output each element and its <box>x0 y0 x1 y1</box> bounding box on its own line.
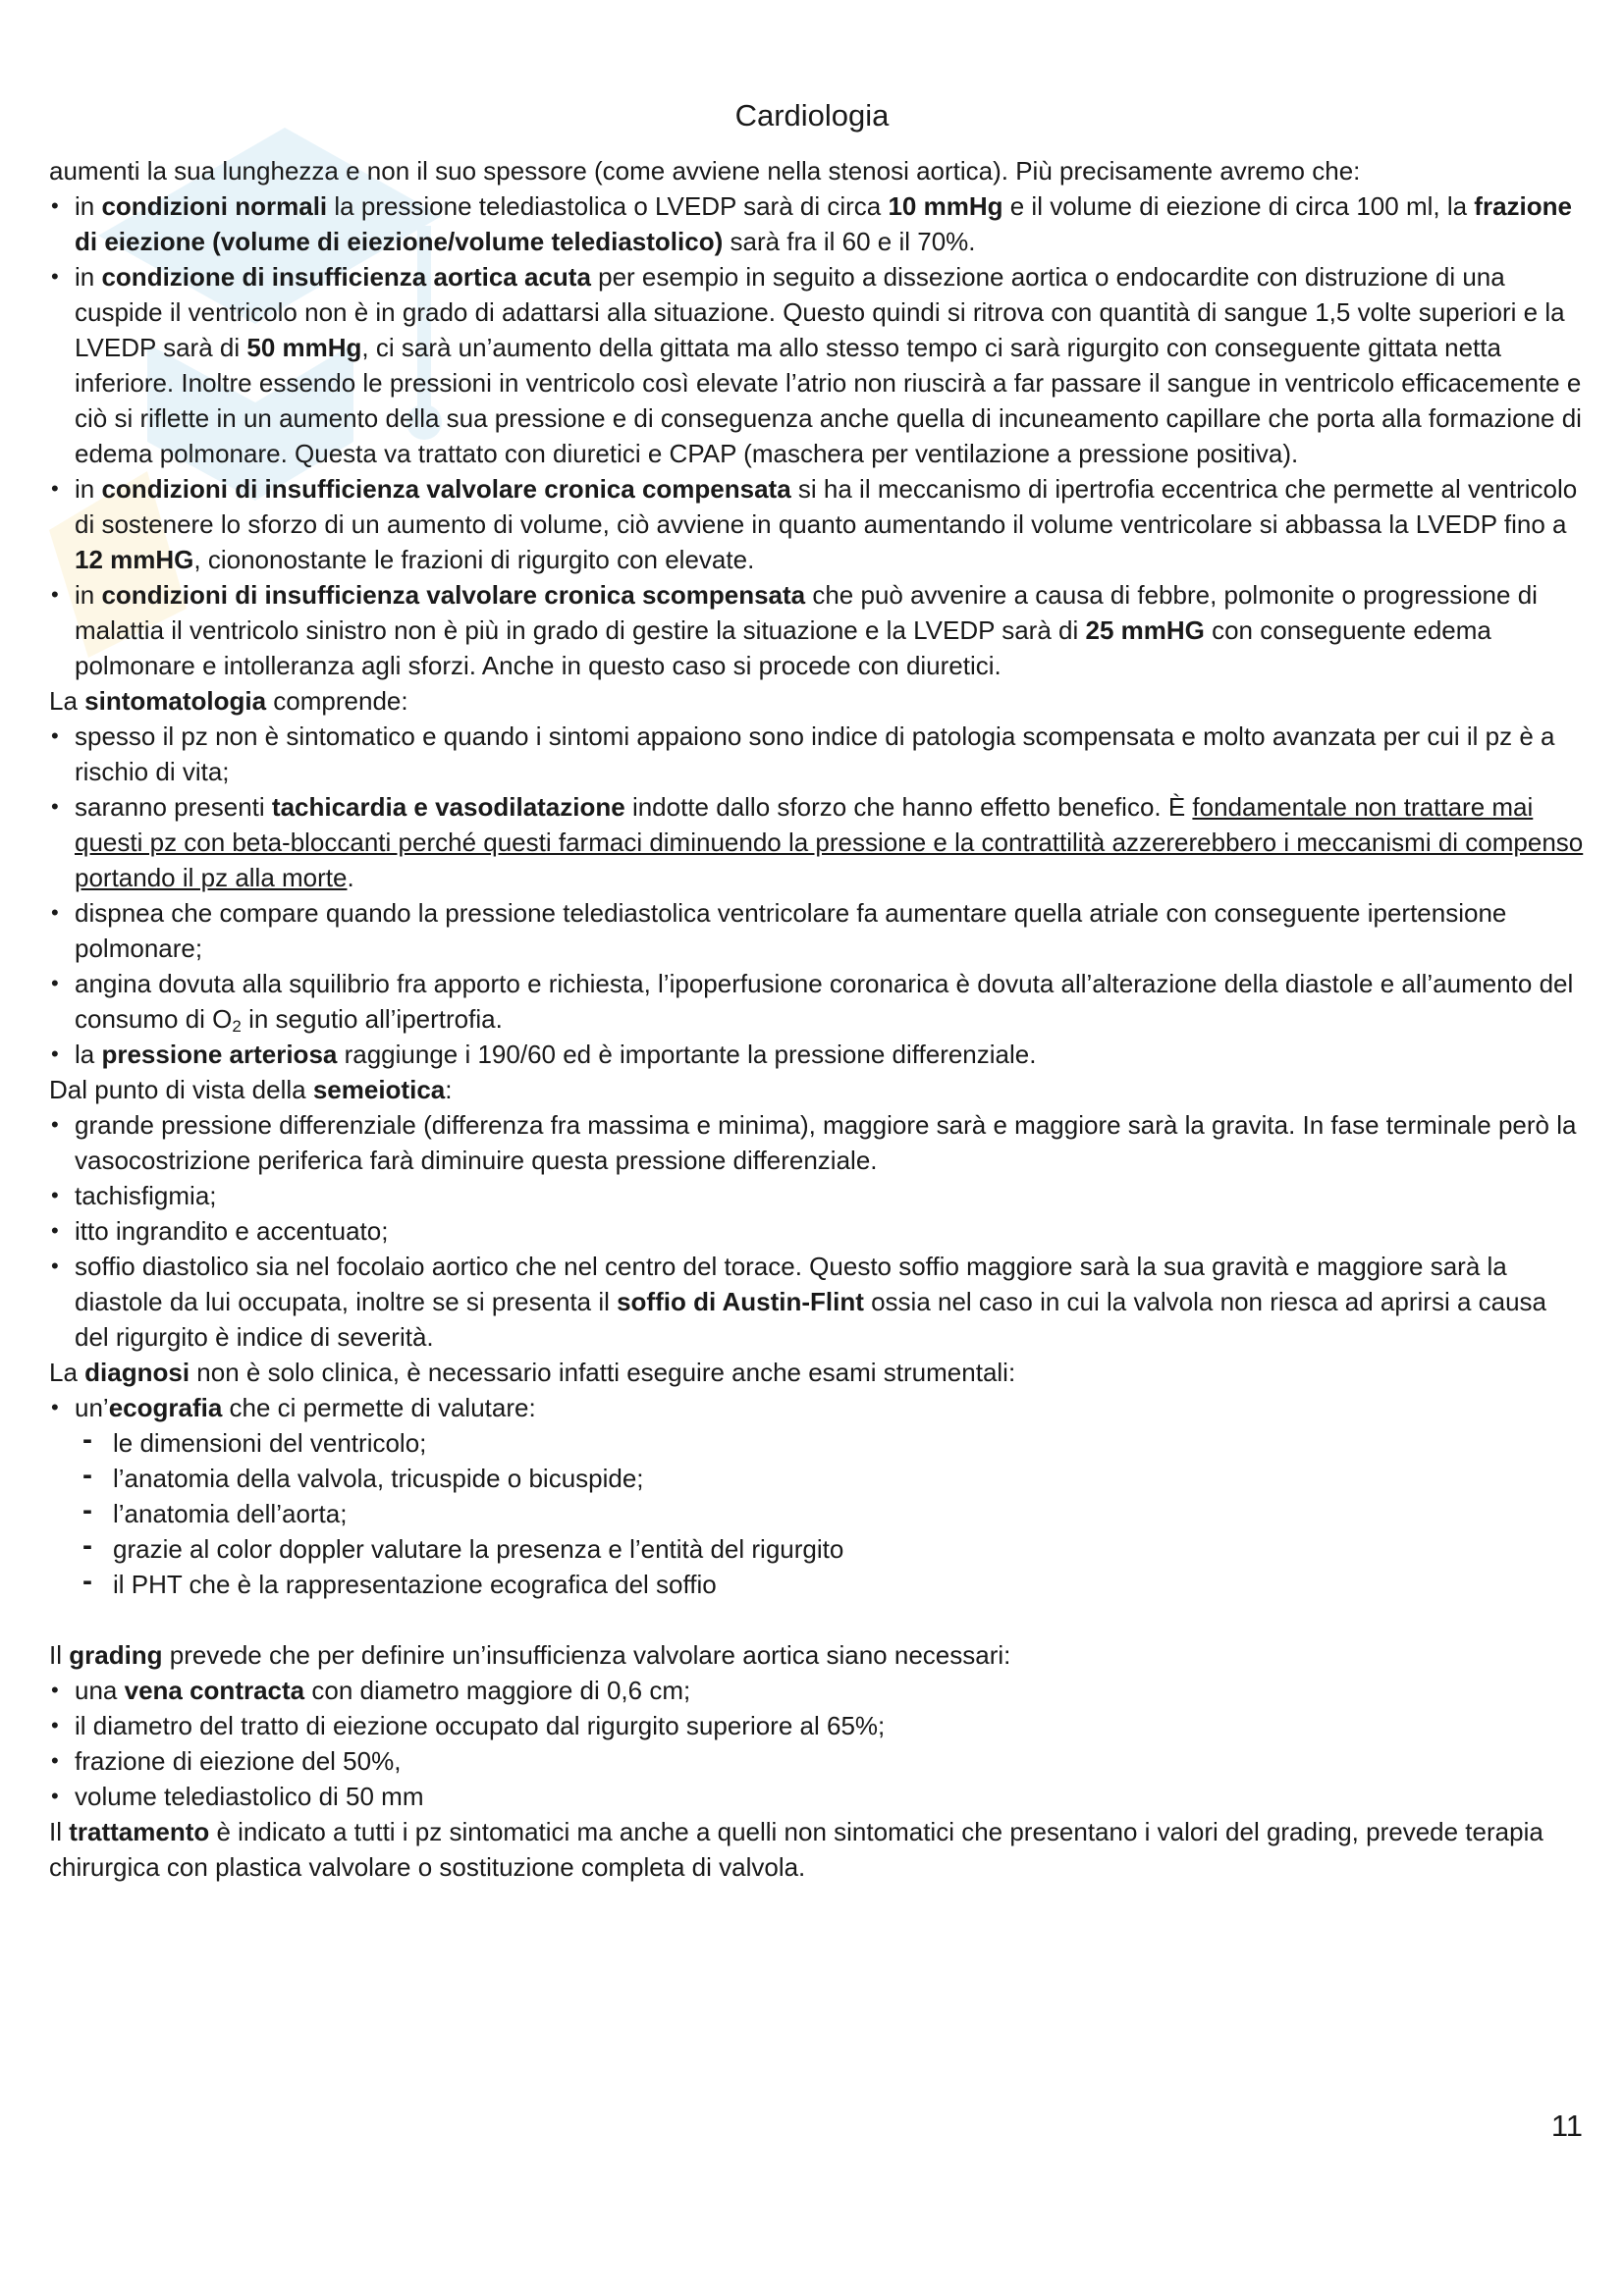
paragraph-intro <box>49 153 1587 188</box>
list-item-chronic-compensated <box>49 471 1587 577</box>
text-run: una <box>75 1676 125 1705</box>
text-run: : <box>445 1075 453 1104</box>
text-run: sarà fra il 60 e il 70%. <box>723 227 976 256</box>
bold-term: 25 mmHG <box>1085 615 1205 645</box>
text-run: Il <box>49 1817 70 1846</box>
text-run: volume telediastolico di 50 mm <box>75 1782 424 1811</box>
bold-term: condizione di insufficienza aortica acuta <box>101 262 591 292</box>
bold-term: tachicardia e vasodilatazione <box>271 792 625 822</box>
text-run: con conseguente edema polmonare e intolleranza agli sforzi. Anche in questo caso si procede con diuretici. <box>75 615 1491 680</box>
bold-term: 10 mmHg <box>888 191 1003 221</box>
bullet-marker: • <box>51 264 59 289</box>
text-run: comprende: <box>266 686 408 716</box>
dash-marker: - <box>82 1494 92 1526</box>
text-run: che ci permette di valutare: <box>222 1393 536 1422</box>
bold-term: soffio di Austin-Flint <box>617 1287 864 1316</box>
list-item-symptom <box>49 895 1587 966</box>
bullet-marker: • <box>51 723 59 748</box>
bold-term: frazione di eiezione (volume di eiezione/volume telediastolico) <box>75 191 1572 256</box>
bullet-marker: • <box>51 193 59 218</box>
bullet-marker: • <box>51 582 59 607</box>
text-run: dispnea che compare quando la pressione telediastolica ventricolare fa aumentare quella atriale con conseguente ipertensione polmonare; <box>75 898 1507 963</box>
bullet-marker: • <box>51 476 59 501</box>
bullet-marker: • <box>51 1713 59 1737</box>
list-item-normal-conditions <box>49 188 1587 259</box>
text-run: in <box>75 580 102 610</box>
paragraph-diagnosis <box>49 1355 1587 1390</box>
bold-term: semeiotica <box>312 1075 446 1104</box>
text-run: le dimensioni del ventricolo; <box>113 1428 427 1458</box>
dash-marker: - <box>82 1529 92 1562</box>
text-run: soffio diastolico sia nel focolaio aortico che nel centro del torace. Questo soffio maggiore sarà la sua gravità e maggiore sarà la diastole da lui occupata, inoltre se si presenta il <box>75 1252 1507 1316</box>
sub-list-item <box>49 1425 1587 1461</box>
text-run: angina dovuta alla squilibrio fra apporto e richiesta, l’ipoperfusione coronarica è dovuta all’alterazione della diastole e all’aumento del consumo di O <box>75 969 1574 1034</box>
text-run: Dal punto di vista della <box>49 1075 313 1104</box>
list-item-grading-criterion <box>49 1743 1587 1779</box>
document-body <box>49 153 1587 1885</box>
text-run: in <box>75 191 102 221</box>
bold-term: condizioni di insufficienza valvolare cronica compensata <box>101 474 791 504</box>
text-run: in segutio all’ipertrofia. <box>241 1004 503 1034</box>
text-run: grande pressione differenziale (differenza fra massima e minima), maggiore sarà e maggiore sarà la gravita. In fase terminale però la vasocostrizione periferica farà diminuire questa pressione differenziale. <box>75 1110 1577 1175</box>
text-run: aumenti la sua lunghezza e non il suo spessore (come avviene nella stenosi aortica). Più precisamente avremo che: <box>49 156 1361 186</box>
bullet-marker: • <box>51 1218 59 1243</box>
sub-list-item <box>49 1461 1587 1496</box>
page-number: 11 <box>1550 2109 1583 2143</box>
text-run: la pressione telediastolica o LVEDP sarà di circa <box>327 191 889 221</box>
text-run: in <box>75 262 102 292</box>
dash-marker: - <box>82 1565 92 1597</box>
list-item-diagnostic-exam <box>49 1390 1587 1425</box>
text-run: l’anatomia della valvola, tricuspide o bicuspide; <box>113 1464 644 1493</box>
text-run: si ha il meccanismo di ipertrofia eccentrica che permette al ventricolo di sostenere lo sforzo di un aumento di volume, ciò avviene in quanto aumentando il volume ventricolare si abbassa la LVEDP fino a <box>75 474 1578 539</box>
list-item-chronic-decompensated <box>49 577 1587 683</box>
dash-marker: - <box>82 1423 92 1456</box>
text-run: Il <box>49 1640 70 1670</box>
sub-list-item <box>49 1496 1587 1531</box>
text-run: spesso il pz non è sintomatico e quando i sintomi appaiono sono indice di patologia scompensata e molto avanzata per cui il pz è a rischio di vita; <box>75 721 1555 786</box>
text-run: raggiunge i 190/60 ed è importante la pressione differenziale. <box>337 1040 1037 1069</box>
bold-term: condizioni normali <box>101 191 328 221</box>
list-item-symptom <box>49 789 1587 895</box>
text-run: il diametro del tratto di eiezione occupato dal rigurgito superiore al 65%; <box>75 1711 886 1740</box>
text-run: la <box>75 1040 102 1069</box>
bold-term: grading <box>69 1640 163 1670</box>
page-header: Cardiologia <box>734 98 890 133</box>
bullet-marker: • <box>51 971 59 995</box>
list-item-symptom <box>49 719 1587 789</box>
bold-term: condizioni di insufficienza valvolare cronica scompensata <box>101 580 806 610</box>
bullet-marker: • <box>51 794 59 819</box>
bold-term: sintomatologia <box>84 686 267 716</box>
paragraph-grading <box>49 1637 1587 1673</box>
bullet-marker: • <box>51 1183 59 1207</box>
text-run: non è solo clinica, è necessario infatti eseguire anche esami strumentali: <box>189 1358 1016 1387</box>
sub-list-item <box>49 1567 1587 1602</box>
paragraph-symptoms <box>49 683 1587 719</box>
list-item-grading-criterion <box>49 1708 1587 1743</box>
text-run: prevede che per definire un’insufficienza valvolare aortica siano necessari: <box>162 1640 1011 1670</box>
dash-marker: - <box>82 1459 92 1491</box>
bold-term: trattamento <box>69 1817 210 1846</box>
text-run: , ci sarà un’aumento della gittata ma allo stesso tempo ci sarà rigurgito con conseguente gittata netta inferiore. Inoltre essendo le pressioni in ventricolo così elevate l’atrio non riuscirà a far passare il sangue in ventricolo efficacemente e ciò si riflette in un aumento della sua pressione e di conseguenza anche quella di incuneamento capillare che porta alla formazione di edema polmonare. Questa va trattato con diuretici e CPAP (maschera per ventilazione a pressione positiva). <box>75 333 1582 468</box>
text-run: saranno presenti <box>75 792 272 822</box>
text-run: e il volume di eiezione di circa 100 ml, la <box>1002 191 1475 221</box>
bold-term: diagnosi <box>84 1358 190 1387</box>
list-item-sign <box>49 1213 1587 1249</box>
text-run: con diametro maggiore di 0,6 cm; <box>304 1676 691 1705</box>
bullet-marker: • <box>51 1784 59 1808</box>
text-run: La <box>49 686 85 716</box>
text-run: ossia nel caso in cui la valvola non riesca ad aprirsi a causa del rigurgito è indice di severità. <box>75 1287 1547 1352</box>
bullet-marker: • <box>51 900 59 925</box>
list-item-sign <box>49 1107 1587 1178</box>
text-run: itto ingrandito e accentuato; <box>75 1216 389 1246</box>
blank-line <box>49 1602 1587 1637</box>
text-run: un’ <box>75 1393 109 1422</box>
bold-term: 12 mmHG <box>75 545 194 574</box>
bold-term: pressione arteriosa <box>101 1040 338 1069</box>
text-run: il PHT che è la rappresentazione ecografica del soffio <box>113 1570 717 1599</box>
list-item-symptom <box>49 1037 1587 1072</box>
sub-list-item <box>49 1531 1587 1567</box>
text-run: l’anatomia dell’aorta; <box>113 1499 348 1528</box>
text-run: per esempio in seguito a dissezione aortica o endocardite con distruzione di una cuspide il ventricolo non è in grado di adattarsi alla situazione. Questo quindi si ritrova con quantità di sangue 1,5 volte superiori e la LVEDP sarà di <box>75 262 1565 362</box>
text-run: La <box>49 1358 85 1387</box>
text-run: , ciononostante le frazioni di rigurgito con elevate. <box>193 545 755 574</box>
text-run: che può avvenire a causa di febbre, polmonite o progressione di malattia il ventricolo sinistro non è più in grado di gestire la situazione e la LVEDP sarà di <box>75 580 1538 645</box>
paragraph-treatment <box>49 1814 1587 1885</box>
text-run: è indicato a tutti i pz sintomatici ma anche a quelli non sintomatici che presentano i valori del grading, prevede terapia chirurgica con plastica valvolare o sostituzione completa di valvola. <box>49 1817 1543 1882</box>
bullet-marker: • <box>51 1395 59 1419</box>
bullet-marker: • <box>51 1112 59 1137</box>
bold-term: vena contracta <box>124 1676 305 1705</box>
subscript: 2 <box>232 1017 242 1036</box>
list-item-symptom <box>49 966 1587 1037</box>
bullet-marker: • <box>51 1041 59 1066</box>
text-run: indotte dallo sforzo che hanno effetto benefico. È <box>624 792 1193 822</box>
paragraph-semeiotics <box>49 1072 1587 1107</box>
bullet-marker: • <box>51 1748 59 1773</box>
text-run: tachisfigmia; <box>75 1181 217 1210</box>
text-run: frazione di eiezione del 50%, <box>75 1746 402 1776</box>
text-run: . <box>347 863 354 892</box>
list-item-grading-criterion <box>49 1673 1587 1708</box>
list-item-sign <box>49 1249 1587 1355</box>
underlined-warning: fondamentale non trattare mai questi pz con beta-bloccanti perché questi farmaci diminuendo la pressione e la contrattilità azzererebbero i meccanismi di compenso portando il pz alla morte <box>75 792 1584 892</box>
list-item-sign <box>49 1178 1587 1213</box>
bullet-marker: • <box>51 1678 59 1702</box>
bullet-marker: • <box>51 1254 59 1278</box>
text-run: grazie al color doppler valutare la presenza e l’entità del rigurgito <box>113 1534 844 1564</box>
text-run: in <box>75 474 102 504</box>
bold-term: ecografia <box>108 1393 223 1422</box>
list-item-acute-insufficiency <box>49 259 1587 471</box>
list-item-grading-criterion <box>49 1779 1587 1814</box>
bold-term: 50 mmHg <box>246 333 362 362</box>
